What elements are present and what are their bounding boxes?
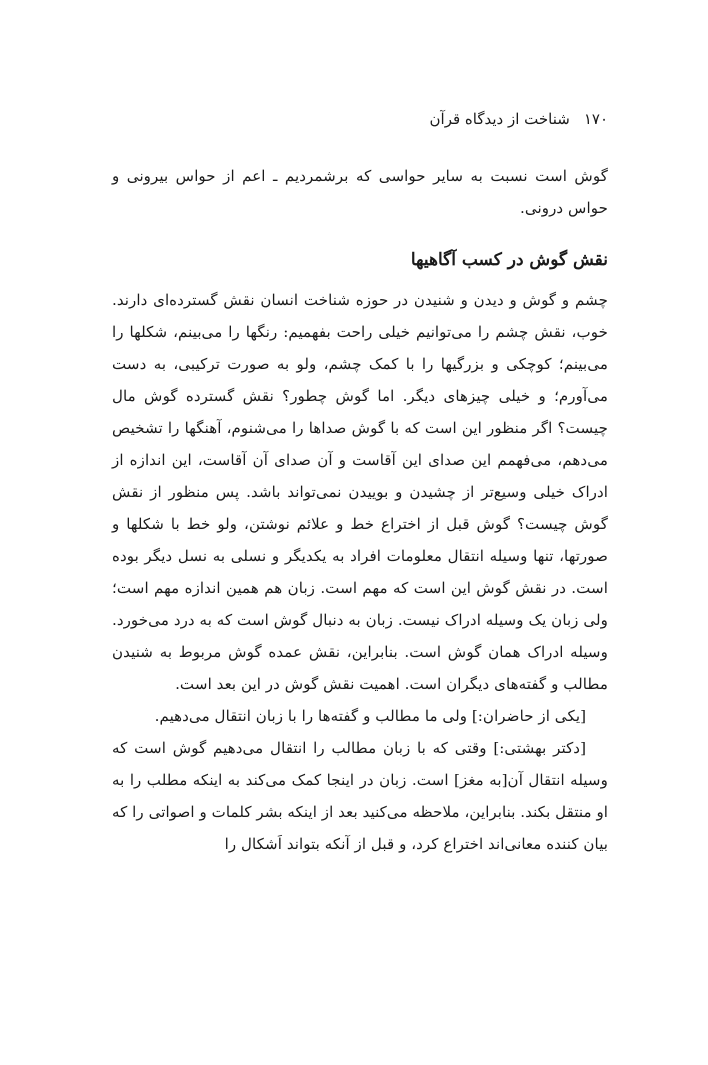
intro-paragraph: گوش است نسبت به سایر حواسی که برشمردیم ـ اعم از حواس بیرونی و حواس درونی. [112, 167, 608, 217]
book-page [112, 110, 608, 860]
page-number: ۱۷۰ [583, 110, 608, 128]
dialogue-line-beheshti: [دکتر بهشتی:] وقتی که با زبان مطالب را انتقال می‌دهیم گوش است که وسیله انتقال آن[به مغز] است. زبان در اینجا کمک می‌کند به اینکه مطلب را به او منتقل بکند. بنابراین، ملاحظه می‌کنید بعد از اینکه بشر کلمات و اصواتی را که بیان کننده معانی‌اند اختراع کرد، و قبل از آنکه بتواند اَشکال را [111, 739, 608, 853]
dialogue-line-audience: [یکی از حاضران:] ولی ما مطالب و گفته‌ها را با زبان انتقال می‌دهیم. [154, 707, 586, 725]
running-title: شناخت از دیدگاه قرآن [429, 110, 570, 128]
section-heading: نقش گوش در کسب آگاهیها [410, 250, 608, 270]
page-header [112, 110, 608, 134]
body-paragraph: چشم و گوش و دیدن و شنیدن در حوزه شناخت انسان نقش گسترده‌ای دارند. خوب، نقش چشم را می‌توانیم خیلی راحت بفهمیم: رنگها را می‌بینم، شکلها را می‌بینم؛ کوچکی و بزرگیها را با کمک چشم، ولو به صورت ترکیبی، به دست می‌آورم؛ و خیلی چیزهای دیگر. اما گوش چطور؟ نقش گسترده گوش مال چیست؟ اگر منظور این است که با گوش صداها را می‌شنوم، آهنگها را تشخیص می‌دهم، می‌فهمم این صدای این آقاست و آن صدای آن آقاست، این اندازه از ادراک خیلی وسیع‌تر از چشیدن و بوییدن نمی‌تواند باشد. پس منظور از نقش گوش چیست؟ گوش قبل از اختراع خط و علائم نوشتن، ولو خط با شکلها و صورتها، تنها وسیله انتقال معلومات افراد به یکدیگر و نسلی به نسل دیگر بوده است. در نقش گوش این است که مهم است. زبان هم همین اندازه مهم است؛ ولی زبان یک وسیله ادراک نیست. زبان به دنبال گوش است که به درد می‌خورد. وسیله ادراک همان گوش است. بنابراین، نقش عمده گوش مربوط به شنیدن مطالب و گفته‌های دیگران است. اهمیت نقش گوش در این بعد است. [112, 291, 608, 693]
